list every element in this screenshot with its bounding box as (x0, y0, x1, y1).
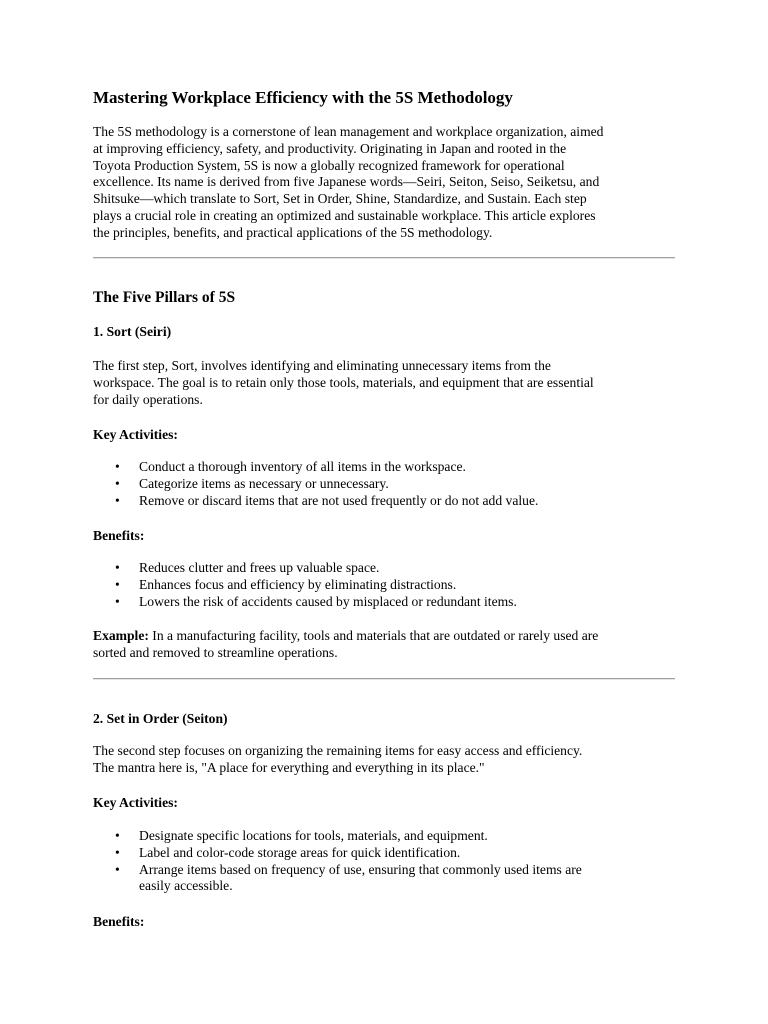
sort-description (93, 358, 683, 408)
intro-line: the principles, benefits, and practical applications of the 5S methodology. (93, 224, 493, 240)
sort-key-activities-label: Key Activities: (93, 427, 178, 442)
bullet-icon: • (115, 844, 120, 860)
set-in-order-description-line: The mantra here is, "A place for everything and everything in its place." (93, 759, 485, 775)
bullet-icon: • (115, 492, 120, 508)
list-item: • Designate specific locations for tools, materials, and equipment. (115, 828, 488, 843)
list-item: • Remove or discard items that are not used frequently or do not add value. (115, 492, 539, 508)
set-in-order-benefits-label: Benefits: (93, 914, 145, 929)
example-text: In a manufacturing facility, tools and materials that are outdated or rarely used are (148, 628, 599, 643)
section-divider (93, 678, 675, 680)
example-text: sorted and removed to streamline operations. (93, 644, 338, 660)
sort-heading: 1. Sort (Seiri) (93, 324, 172, 339)
list-item: • Reduces clutter and frees up valuable space. (115, 560, 380, 575)
list-item: • Lowers the risk of accidents caused by misplaced or redundant items. (115, 593, 517, 609)
intro-line: at improving efficiency, safety, and productivity. Originating in Japan and rooted in the (93, 140, 567, 156)
set-in-order-description-line: The second step focuses on organizing the remaining items for easy access and efficiency. (93, 743, 583, 758)
set-in-order-key-activities-list (93, 828, 582, 895)
sort-description-line: The first step, Sort, involves identifying and eliminating unnecessary items from the (93, 358, 551, 373)
document-title: Mastering Workplace Efficiency with the 5S Methodology (93, 88, 513, 107)
intro-line: plays a crucial role in creating an optimized and sustainable workplace. This article explores (93, 207, 596, 223)
intro-line: The 5S methodology is a cornerstone of lean management and workplace organization, aimed (93, 124, 604, 139)
sort-example (93, 628, 683, 662)
list-item: • Label and color-code storage areas for quick identification. (115, 844, 461, 860)
sort-description-line: workspace. The goal is to retain only those tools, materials, and equipment that are essential (93, 374, 594, 390)
example-label: Example: (93, 628, 149, 643)
sort-description-line: for daily operations. (93, 391, 203, 407)
intro-paragraph (93, 124, 683, 242)
sort-benefits-label: Benefits: (93, 528, 145, 543)
intro-line: Toyota Production System, 5S is now a globally recognized framework for operational (93, 157, 565, 173)
sort-benefits-list (93, 560, 517, 610)
bullet-icon: • (115, 861, 120, 877)
list-item: • Categorize items as necessary or unnecessary. (115, 475, 389, 491)
bullet-icon: • (115, 475, 120, 491)
pillars-heading: The Five Pillars of 5S (93, 289, 236, 306)
set-in-order-heading: 2. Set in Order (Seiton) (93, 711, 228, 726)
sort-key-activities-list (93, 459, 538, 509)
section-divider (93, 257, 675, 259)
intro-line: excellence. Its name is derived from five Japanese words—Seiri, Seiton, Seiso, Seiketsu, and (93, 174, 600, 190)
list-item: • Arrange items based on frequency of use, ensuring that commonly used items are easily accessible. (115, 861, 582, 894)
bullet-icon: • (115, 560, 120, 575)
bullet-icon: • (115, 459, 120, 474)
list-item: • Conduct a thorough inventory of all items in the workspace. (115, 459, 466, 474)
set-in-order-description (93, 743, 683, 777)
list-item: • Enhances focus and efficiency by eliminating distractions. (115, 576, 457, 592)
bullet-icon: • (115, 593, 120, 609)
intro-line: Shitsuke—which translate to Sort, Set in Order, Shine, Standardize, and Sustain. Each step (93, 191, 587, 207)
bullet-icon: • (115, 828, 120, 843)
set-in-order-key-activities-label: Key Activities: (93, 795, 178, 810)
bullet-icon: • (115, 576, 120, 592)
